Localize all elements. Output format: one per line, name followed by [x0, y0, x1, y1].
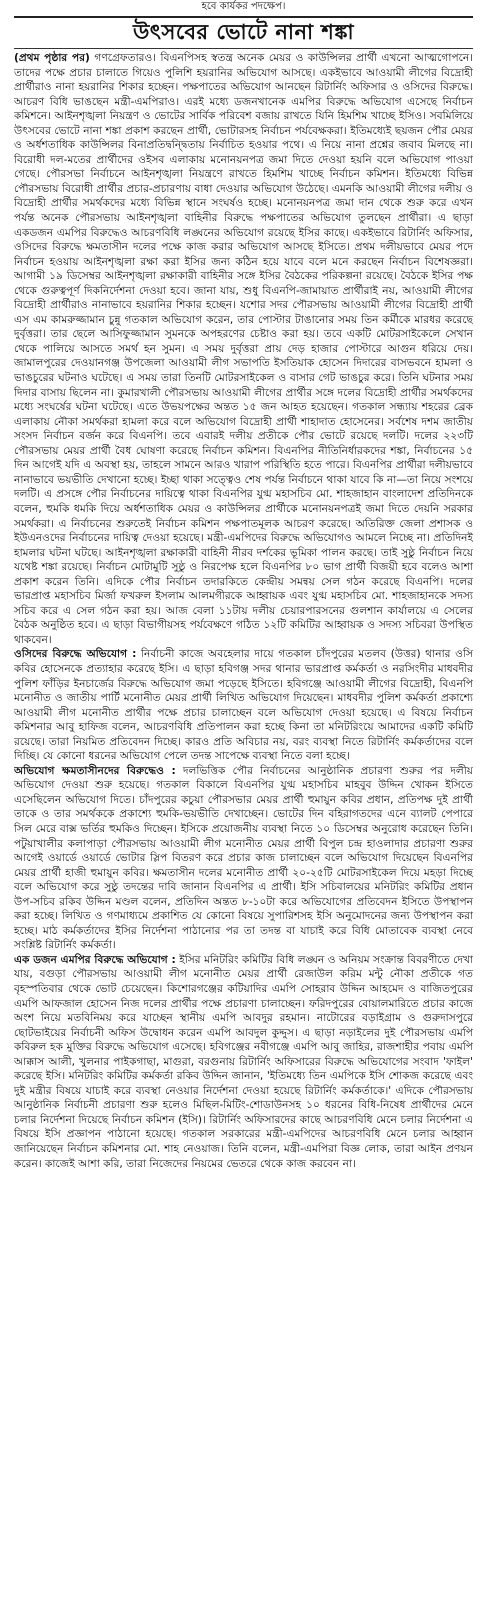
paragraph-3: [14, 764, 473, 953]
paragraph-4-text: ইসির মনিটরিং কমিটির বিধি লঙ্ঘন ও অনিয়ম সংক্রান্ত বিবরণীতে দেখা যায়, বগুড়া পৌরসভায় আওয়ামী লীগ মনোনীত মেয়র প্রার্থী রেজাউল করিম মন্টু নৌকা প্রতীকে গত বৃহস্পতিবার থেকে ভোট চেয়েছেন। কিশোরগঞ্জের কটিয়াদির এমপি সোহরাব উদ্দিন আহমেদ ও বাজিতপুরের এমপি আফজাল হোসেন নিজ দলের প্রার্থীর পক্ষে প্রচারণা চালাচ্ছেন। ফরিদপুরের বোয়ালমারিতে প্রচার কাজে অংশ নিয়ে মতবিনিময় করে যাচ্ছেন স্থানীয় এমপি আবদুর রহমান। নাটোরের বড়াইগ্রাম ও গুরুদাসপুরে ছোটভাইয়ের নির্বাচনী অফিস উদ্বোধন করেন এমপি আবদুল কুদ্দুস। এ ছাড়া নড়াইলের দুই পৌরসভায় এমপি কবিরুল হক মুক্তির বিরুদ্ধে অভিযোগ এসেছে। হবিগঞ্জের নবীগঞ্জে এমপি আবু জাহির, রাজশাহীর পবায় এমপি আক্কাস আলী, খুলনার পাইকগাছা, মাগুরা, বরগুনায় রিটার্নিং অফিসারের বিরুদ্ধে অভিযোগের সংবাদ 'ফাইল' করেছে ইসি। মনিটরিং কমিটির কর্মকর্তা রকিব উদ্দিন জানান, 'ইতিমধ্যে তিন এমপিকে ইসি শোকজ করেছে এবং দুই মন্ত্রীর বিষয়ে যাচাই করে ব্যবস্থা নেওয়ার নির্দেশনা দেওয়া হয়েছে রিটার্নিং কর্মকর্তাকে।' এদিকে পৌরসভায় আনুষ্ঠানিক নির্বাচনী প্রচারণা শুরু হলেও মিছিল-মিটিং-শোডাউনসহ ১০ ধরনের বিধি-নিষেধ প্রার্থীদের মেনে চলার নির্দেশনা দিয়েছে নির্বাচন কমিশন (ইসি)। রিটার্নিং অফিসারদের কাছে আচরণবিধি মেনে চলার নির্দেশনা এ বিষয়ে ইসি প্রজ্ঞাপন পাঠানো হয়েছে। গতকাল সরকারের মন্ত্রী-এমপিদের আচরণবিধি মেনে চলার আহ্বান জানিয়েছেন নির্বাচন কমিশনার মো. শাহ নেওয়াজ। তিনি বলেন, মন্ত্রী-এমপিরা বিজ্ঞ লোক, তারা আইন প্রণয়ন করেন। কাজেই আশা করি, তারা নিজেদের নিয়মের ভেতরে থেকে কাজ করবেন না।: [14, 953, 473, 1170]
paragraph-3-text: দলভিত্তিক পৌর নির্বাচনের আনুষ্ঠানিক প্রচারণা শুরুর পর দলীয় অভিযোগ দেওয়া শুরু হয়েছে। গতকাল বিকালে বিএনপির যুগ্ম মহাসচিব মাহবুব উদ্দিন খোকন ইসিতে এসেছিলেন অভিযোগ দিতে। চাঁদপুরের কচুয়া পৌরসভার মেয়র প্রার্থী হুমায়ুন কবির প্রধান, প্রতিপক্ষ দুই প্রার্থী তাকে ও তার সমর্থককে প্রকাশ্যে হুমকি-ভয়ভীতি দেখাচ্ছেন। ভোটের দিন বহিরাগতদের এনে ব্যালট পেপারে সিল মেরে বাক্স ভর্তির হুমকিও দিচ্ছেন। ইসিকে প্রয়োজনীয় ব্যবস্থা নিতে ১০ ডিসেম্বর অনুরোধ করেছেন তিনি। পটুয়াখালীর কলাপাড়া পৌরসভায় আওয়ামী লীগ মনোনীত মেয়র প্রার্থী বিপুল চন্দ্র হাওলাদার প্রচারণা শুরুর আগেই ওয়ার্ডে ওয়ার্ডে ভোটার স্লিপ বিতরণ করে প্রচার কাজ চালাচ্ছেন বলে অভিযোগ দিয়েছেন বিএনপির মেয়র প্রার্থী হাজী হুমায়ুন কবির। ক্ষমতাসীন দলের মনোনীত প্রার্থী ২০-২৫টি মোটরসাইকেল দিয়ে মহড়া দিচ্ছে বলে অভিযোগ করে সুষ্ঠু তদন্তের দাবি জানান বিএনপির এ প্রার্থী। ইসি সচিবালয়ের মনিটরিং কমিটির প্রধান উপ-সচিব রকিব উদ্দিন মণ্ডল বলেন, প্রতিদিন অন্তত ৮-১০টা করে অভিযোগের প্রতিবেদন ইসিতে উপস্থাপন করা হচ্ছে। লিখিত ও গণমাধ্যমে প্রকাশিত যে কোনো বিষয়ে সুপারিশসহ ইসি অনুমোদনের জন্য উপস্থাপন করা হচ্ছে। মাঠ কর্মকর্তাদের ইসির নির্দেশনা পাঠানোর পর তা তদন্ত বা যাচাই করে বিধি মোতাবেক ব্যবস্থা নেবে সংশ্লিষ্ট রিটার্নিং কর্মকর্তা।: [14, 764, 473, 952]
subhead-ruling-party-allegations: অভিযোগ ক্ষমতাসীনদের বিরুদ্ধেও :: [14, 764, 176, 777]
article-body: [14, 48, 473, 1603]
article-headline: উৎসবের ভোটে নানা শঙ্কা: [132, 20, 355, 44]
paragraph-1-text: গণগ্রেফতারও। বিএনপিসহ স্বতন্ত্র অনেক মেয়র ও কাউন্সিলর প্রার্থী এখনো আত্মগোপনে। তাদের পক্ষে প্রচার চালাতে গিয়েও পুলিশি হয়রানির অভিযোগ আসছে। একইভাবে আওয়ামী লীগের বিদ্রোহী প্রার্থীরাও নানা হয়রানির শিকার হচ্ছেন। পক্ষপাতের অভিযোগ আনছেন রিটার্নিং অফিসার ও ওসিদের বিরুদ্ধে। আচরণ বিধি ভাঙছেন মন্ত্রী-এমপিরাও। এরই মধ্যে ডজনখানেক এমপির বিরুদ্ধে অভিযোগ এসেছে নির্বাচন কমিশনে। আইনশৃঙ্খলা নিয়ন্ত্রণ ও ভোটের সার্বিক পরিবেশ বজায় রাখতে যিনি হিমশিম খাচ্ছে ইসিও। সবমিলিয়ে উৎসবের ভোটে নানা শঙ্কা প্রকাশ করছেন প্রার্থী, ভোটারসহ নির্বাচন পর্যবেক্ষকরা। ইতিমধ্যেই ছয়জন পৌর মেয়র ও অর্ধশতাধিক কাউন্সিলর বিনাপ্রতিদ্বন্দ্বিতায় নির্বাচিত হওয়ার পথে। এ নিয়ে নানা প্রশ্নের জবাব মিলছে না। বিরোধী দল-মতের প্রার্থীদের ওইসব এলাকায় মনোনয়নপত্র জমা দিতে দেওয়া হয়নি বলে অভিযোগ পাওয়া গেছে। পৌরসভা নির্বাচনে আইনশৃঙ্খলা নিয়ন্ত্রণে রাখতে হিমশিম খাচ্ছে নির্বাচন কমিশন। ইতিমধ্যে বিভিন্ন পৌরসভায় বিরোধী প্রার্থীর প্রচার-প্রচারণায় বাধা দেওয়ার অভিযোগ উঠেছে। এমনকি আওয়ামী লীগের দলীয় ও বিদ্রোহী প্রার্থীর সমর্থকদের মধ্যে বিভিন্ন স্থানে সংঘর্ষও হচ্ছে। মনোনয়নপত্র জমা দান থেকে শুরু করে এখন পর্যন্ত অনেক পৌরসভায় আইনশৃঙ্খলা বাহিনীর বিরুদ্ধে পক্ষপাতের অভিযোগ তুলছেন প্রার্থীরা। এ ছাড়া একডজন এমপির বিরুদ্ধেও আচরণবিধি লঙ্ঘনের অভিযোগ রয়েছে ইসির কাছে। একইভাবে রিটার্নিং অফিসার, ওসিদের বিরুদ্ধে ক্ষমতাসীন দলের পক্ষে কাজ করার অভিযোগ আসছে ইসিতে। প্রথম দলীয়ভাবে মেয়র পদে নির্বাচন হওয়ায় আইনশৃঙ্খলা রক্ষা করা ইসির জন্য কঠিন হয়ে যাবে বলে মনে করছেন নির্বাচন বিশেষজ্ঞরা। আগামী ১৯ ডিসেম্বর আইনশৃঙ্খলা রক্ষাকারী বাহিনীর সঙ্গে ইসির বৈঠকের পরিকল্পনা রয়েছে। বৈঠকে ইসির পক্ষ থেকে গুরুত্বপূর্ণ দিকনির্দেশনা দেওয়া হবে। জানা যায়, শুধু বিএনপি-জামায়াত প্রার্থীরাই নয়, আওয়ামী লীগের বিদ্রোহী প্রার্থীরাও নানাভাবে হয়রানির শিকার হচ্ছেন। যশোর সদর পৌরসভায় আওয়ামী লীগের বিদ্রোহী প্রার্থী এস এম কামরুজ্জামান চুন্নু গতকাল অভিযোগ করেন, তার পোস্টার টাঙানোর সময় তিন কর্মীকে মারধর করেছে দুর্বৃত্তরা। তার ছেলে আসিফুজ্জামান সুমনকে অপহরণের চেষ্টাও করা হয়। তবে একটি মোটরসাইকেলে সেখান থেকে পালিয়ে আসতে সমর্থ হন সুমন। এ সময় দুর্বৃত্তরা প্রায় দেড় হাজার পোস্টারে আগুন ধরিয়ে দেয়। জামালপুরের দেওয়ানগঞ্জ উপজেলা আওয়ামী লীগ সভাপতি ইসতিয়াক হোসেন দিদারের বাসভবনে হামলা ও ভাঙচুরের ঘটনাও ঘটেছে। এ সময় তারা তিনটি মোটরসাইকেল ও বাসার গেট ভাঙচুর করে। তিনি ঘটনার সময় দিদার বাসায় ছিলেন না। কুমারখালী পৌরসভায় আওয়ামী লীগের প্রার্থীর সঙ্গে দলের বিদ্রোহী প্রার্থীর সমর্থকদের মধ্যে সংঘর্ষের ঘটনা ঘটেছে। এতে উভয়পক্ষের অন্তত ১৫ জন আহত হয়েছেন। গতকাল সন্ধ্যায় শহরের ব্রেক এলাকায় নৌকা সমর্থকরা হামলা করে বলে অভিযোগ বিদ্রোহী প্রার্থী শাহাদাত হোসেনের। সর্বশেষ দশম জাতীয় সংসদ নির্বাচন বর্জন করে বিএনপি। তবে এবারই দলীয় প্রতীকে পৌর ভোটে রয়েছে দলটি। দলের ২২৩টি পৌরসভায় মেয়র প্রার্থী বৈধ ঘোষণা করেছে নির্বাচন কমিশন। বিএনপির নীতিনির্ধারকদের শঙ্কা, নির্বাচনের ১৫ দিন আগেই যদি এ অবস্থা হয়, তাহলে সামনে আরও খারাপ পরিস্থিতি হতে পারে। বিএনপির প্রার্থীরা দলীয়ভাবে নানাভাবে ভয়ভীতি দেখানো হচ্ছে। ইচ্ছা থাকা সত্ত্বেও শেষ পর্যন্ত নির্বাচনে থাকা যাবে কি না—তা নিয়ে সংশয়ে দলটি। এ প্রসঙ্গে পৌর নির্বাচনের দায়িত্বে থাকা বিএনপির যুগ্ম মহাসচিব মো. শাহজাহান বাংলাদেশ প্রতিদিনকে বলেন, হুমকি ধমকি দিয়ে অর্ধশতাধিক মেয়র ও কাউন্সিলর প্রার্থীকে মনোনয়নপত্রই জমা দিতে দেয়নি সরকার সমর্থকরা। এ নির্বাচনের শুরুতেই নির্বাচন কমিশন পক্ষপাতমূলক আচরণ করেছে। অতিরিক্ত জেলা প্রশাসক ও ইউএনওদের নির্বাচনের দায়িত্ব দেওয়া হয়েছে। মন্ত্রী-এমপিদের বিরুদ্ধে অভিযোগও আমলে নিচ্ছে না। প্রতিদিনই হামলার ঘটনা ঘটছে। আইনশৃঙ্খলা রক্ষাকারী বাহিনী নীরব দর্শকের ভূমিকা পালন করছে। তাই সুষ্ঠু নির্বাচন নিয়ে যথেষ্ট শঙ্কা রয়েছে। নির্বাচন মোটামুটি সুষ্ঠু ও নিরপেক্ষ হলে বিএনপির ৮০ ভাগ প্রার্থী বিজয়ী হবে বলেও আশা প্রকাশ করেন তিনি। এদিকে পৌর নির্বাচন তদারকিতে কেন্দ্রীয় সমন্বয় সেল গঠন করেছে বিএনপি। দলের ভারপ্রাপ্ত মহাসচিব মির্জা ফখরুল ইসলাম আলমগীরকে আহ্বায়ক এবং যুগ্ম মহাসচিব মো. শাহজাহানকে সদস্য সচিব করে এ সেল গঠন করা হয়। আজ বেলা ১১টায় দলীয় চেয়ারপারসনের গুলশান কার্যালয়ে এ সেলের বৈঠক অনুষ্ঠিত হবে। এ ছাড়া বিভাগীয়সহ পর্যবেক্ষণে গঠিত ১২টি কমিটির আহ্বায়ক ও সদস্য সচিবরা উপস্থিত থাকবেন।: [14, 52, 473, 646]
subhead-mp-allegations: এক ডজন এমপির বিরুদ্ধে অভিযোগ :: [14, 953, 176, 966]
paragraph-2-text: নির্বাচনী কাজে অবহেলার দায়ে গতকাল চাঁদপুরের মতলব (উত্তর) থানার ওসি কবির হোসেনকে প্রত্যাহার করেছে ইসি। এ ছাড়া হবিগঞ্জ সদর থানার ভারপ্রাপ্ত কর্মকর্তা ও নরসিংদীর মাধবদীর পুলিশ ফাঁড়ির ইনচার্জের বিরুদ্ধে অভিযোগ জমা পড়েছে ইসিতে। হবিগঞ্জে আওয়ামী লীগের বিদ্রোহী, বিএনপি মনোনীত ও জাতীয় পার্টি মনোনীত মেয়র প্রার্থী লিখিত অভিযোগ দিয়েছেন। মাধবদীর পুলিশ কর্মকর্তা প্রকাশ্যে আওয়ামী লীগ মনোনীত প্রার্থীর পক্ষে প্রচার চালাচ্ছেন বলে অভিযোগ দেওয়া হয়েছে। এ বিষয়ে নির্বাচন কমিশনার আবু হাফিজ বলেন, আচরণবিধি প্রতিপালন করা হচ্ছে কিনা তা মনিটরিংয়ে আমাদের একটি কমিটি রয়েছে। তারা নিয়মিত প্রতিবেদন দিচ্ছে। কারও প্রতি অবিচার নয়, বরং ব্যবস্থা নিতে রিটার্নিং কর্মকর্তাদের বলে দিচ্ছি। যে কোনো ধরনের অভিযোগ পেলে তদন্ত সাপেক্ষে ব্যবস্থা নিতে বলা হচ্ছে।: [14, 648, 473, 763]
paragraph-1: [14, 51, 473, 647]
paragraph-4: [14, 953, 473, 1171]
subhead-oc-allegations: ওসিদের বিরুদ্ধে অভিযোগ :: [14, 648, 137, 661]
continued-from-label: (প্রথম পৃষ্ঠার পর): [14, 52, 90, 64]
previous-article-fragment: হবে কার্যকর পদক্ষেপ।: [201, 1, 286, 12]
paragraph-2: [14, 647, 473, 763]
